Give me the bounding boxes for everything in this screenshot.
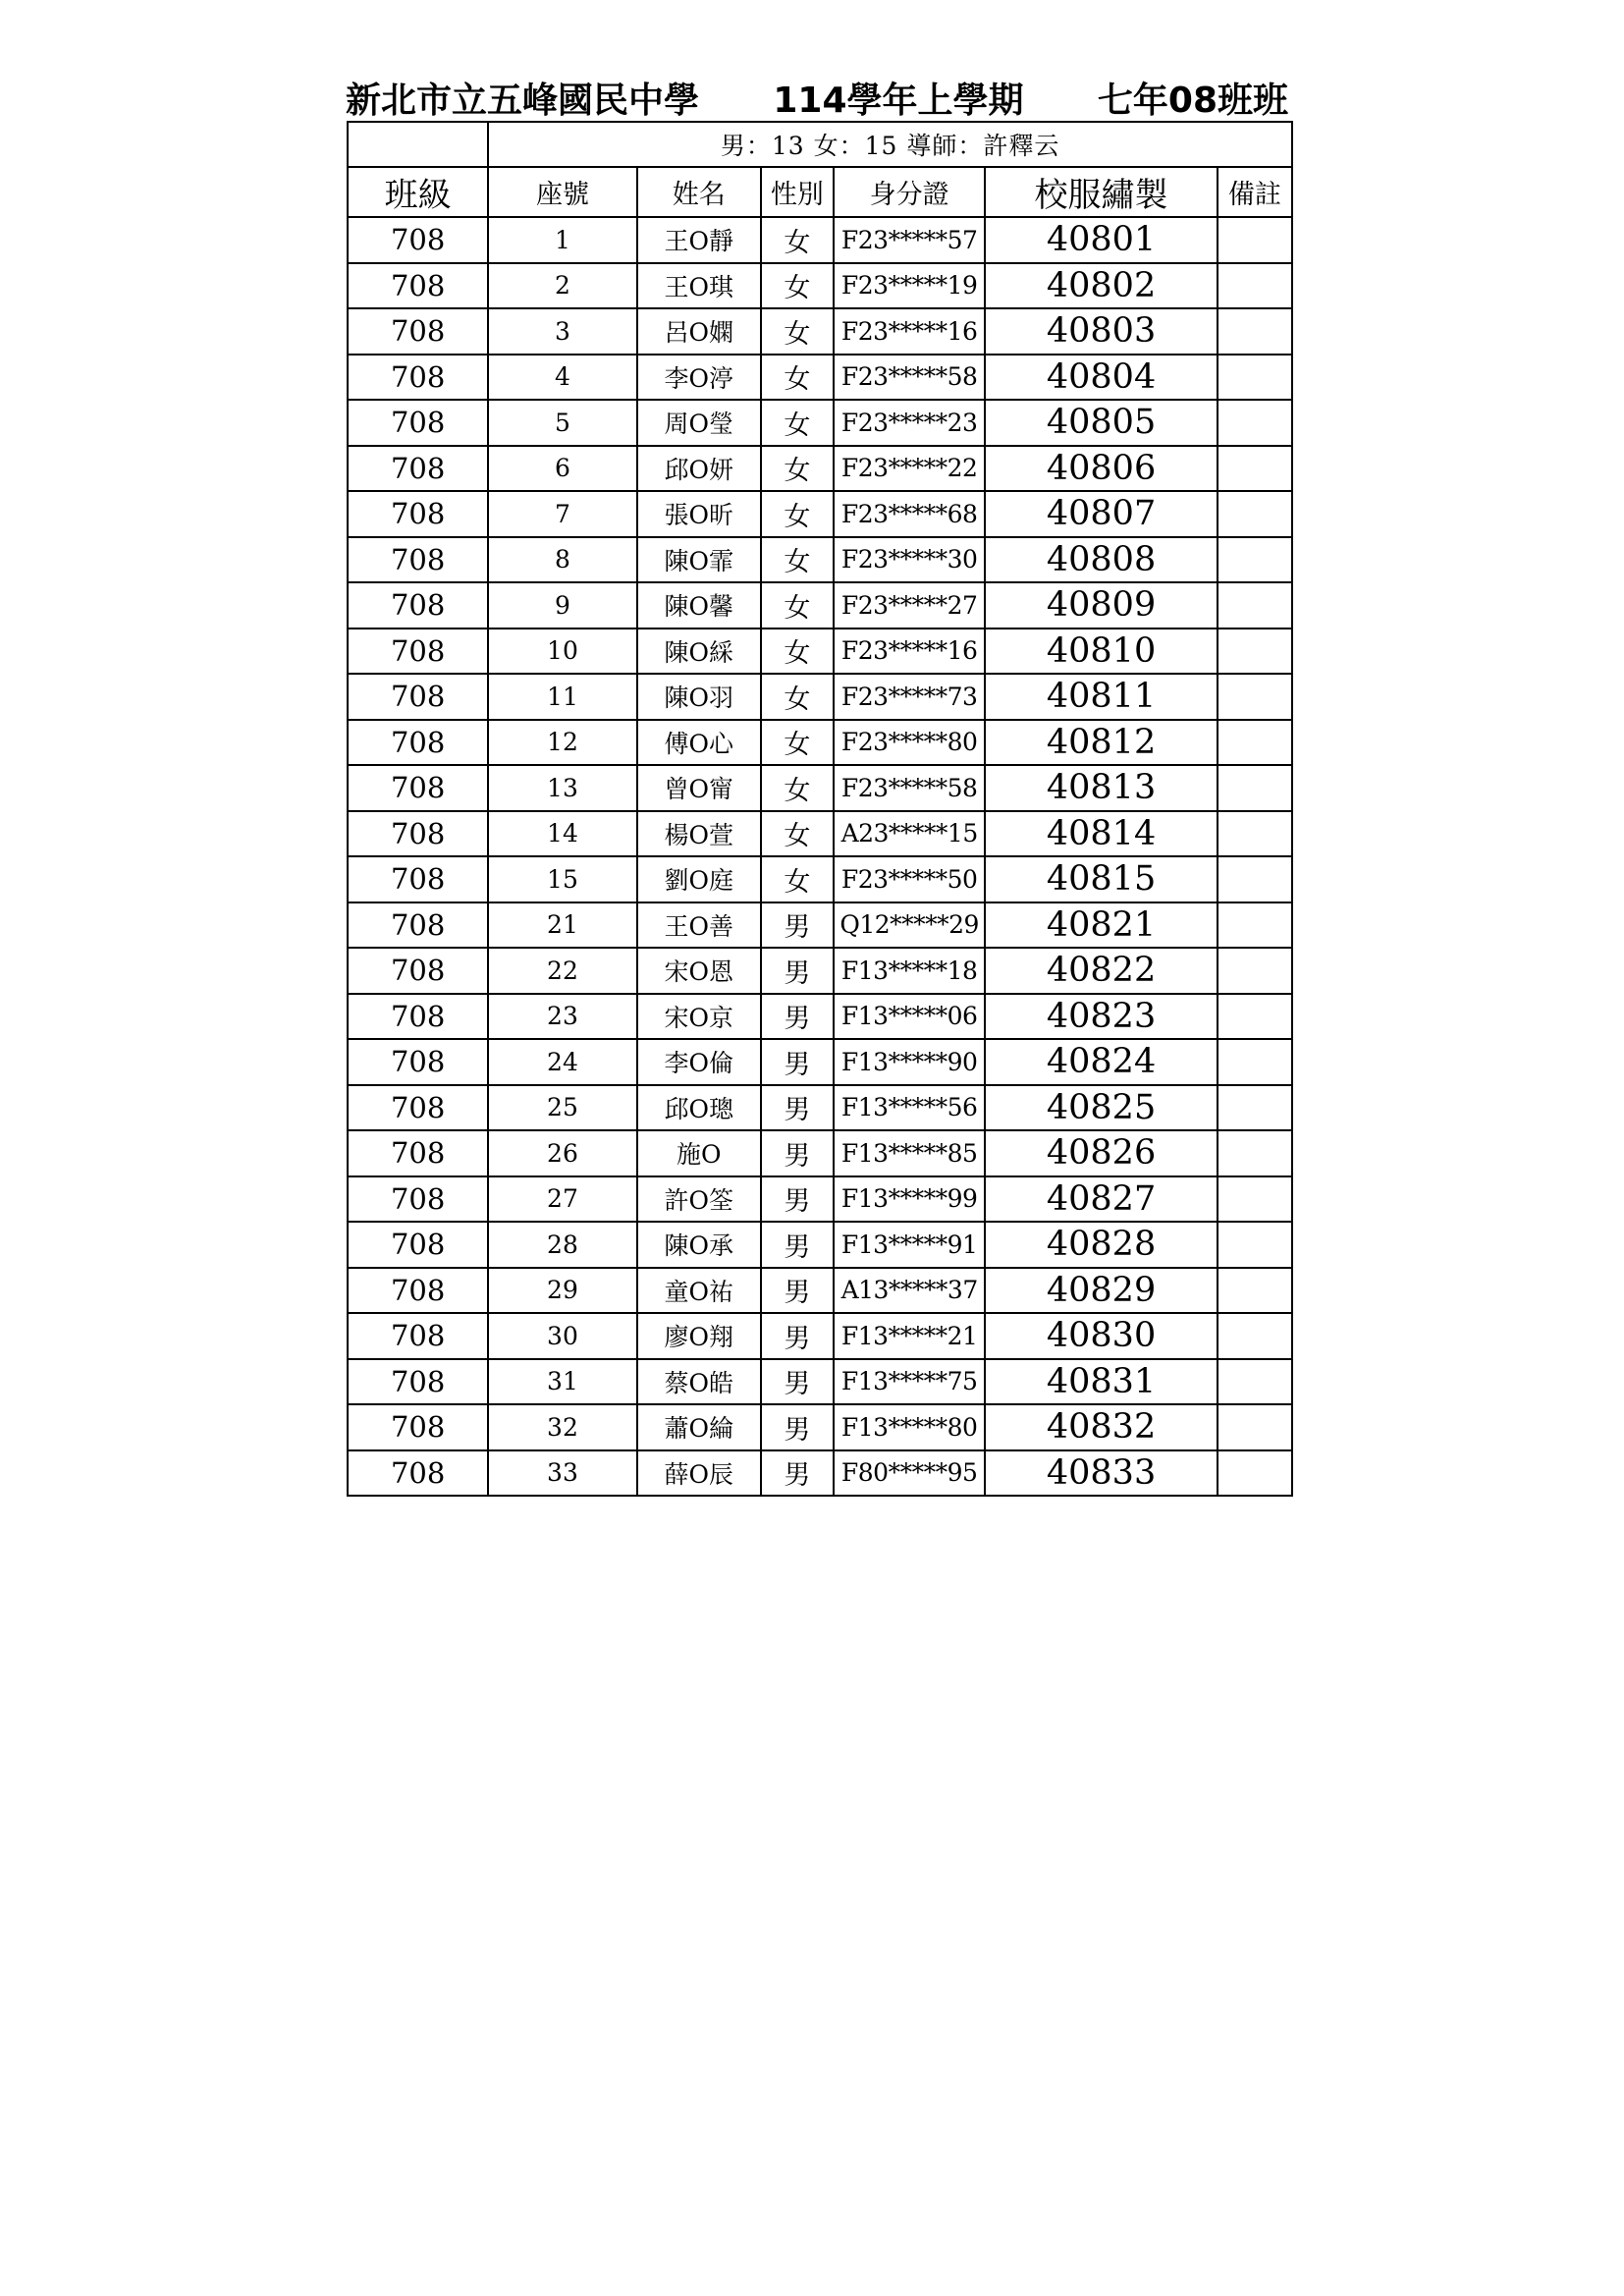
cell-gender: 男 bbox=[761, 1404, 834, 1450]
cell-seat: 1 bbox=[488, 217, 636, 263]
cell-note bbox=[1218, 217, 1292, 263]
title-term: 114學年上學期 bbox=[773, 80, 1024, 121]
cell-note bbox=[1218, 765, 1292, 811]
cell-id: F23*****22 bbox=[834, 446, 985, 492]
cell-gender: 女 bbox=[761, 856, 834, 902]
cell-name: 陳O承 bbox=[637, 1222, 761, 1268]
cell-name: 李O倫 bbox=[637, 1039, 761, 1085]
cell-code: 40803 bbox=[985, 308, 1217, 355]
cell-code: 40832 bbox=[985, 1404, 1217, 1450]
table-row bbox=[348, 1085, 1292, 1131]
cell-seat: 8 bbox=[488, 537, 636, 583]
cell-name: 陳O馨 bbox=[637, 582, 761, 629]
cell-name: 王O靜 bbox=[637, 217, 761, 263]
cell-id: F23*****58 bbox=[834, 765, 985, 811]
cell-gender: 女 bbox=[761, 355, 834, 401]
cell-seat: 9 bbox=[488, 582, 636, 629]
table-row bbox=[348, 765, 1292, 811]
cell-note bbox=[1218, 491, 1292, 537]
cell-class: 708 bbox=[348, 1176, 488, 1223]
cell-seat: 13 bbox=[488, 765, 636, 811]
cell-seat: 26 bbox=[488, 1130, 636, 1176]
roster-table bbox=[347, 121, 1293, 1497]
cell-name: 曾O甯 bbox=[637, 765, 761, 811]
cell-class: 708 bbox=[348, 1313, 488, 1359]
cell-gender: 男 bbox=[761, 1222, 834, 1268]
cell-seat: 21 bbox=[488, 902, 636, 949]
cell-seat: 29 bbox=[488, 1268, 636, 1314]
cell-gender: 女 bbox=[761, 263, 834, 309]
cell-note bbox=[1218, 355, 1292, 401]
cell-code: 40807 bbox=[985, 491, 1217, 537]
cell-class: 708 bbox=[348, 1268, 488, 1314]
cell-class: 708 bbox=[348, 355, 488, 401]
cell-gender: 男 bbox=[761, 1085, 834, 1131]
cell-id: Q12*****29 bbox=[834, 902, 985, 949]
cell-gender: 男 bbox=[761, 1359, 834, 1405]
cell-name: 廖O翔 bbox=[637, 1313, 761, 1359]
cell-seat: 10 bbox=[488, 629, 636, 675]
cell-seat: 33 bbox=[488, 1450, 636, 1497]
header-gender: 性別 bbox=[761, 167, 834, 217]
cell-note bbox=[1218, 263, 1292, 309]
cell-gender: 女 bbox=[761, 217, 834, 263]
cell-name: 宋O恩 bbox=[637, 948, 761, 994]
cell-class: 708 bbox=[348, 629, 488, 675]
cell-class: 708 bbox=[348, 1222, 488, 1268]
table-row bbox=[348, 400, 1292, 446]
cell-class: 708 bbox=[348, 1359, 488, 1405]
cell-seat: 6 bbox=[488, 446, 636, 492]
cell-gender: 女 bbox=[761, 720, 834, 766]
cell-code: 40811 bbox=[985, 674, 1217, 720]
cell-class: 708 bbox=[348, 856, 488, 902]
cell-name: 呂O嫻 bbox=[637, 308, 761, 355]
cell-code: 40827 bbox=[985, 1176, 1217, 1223]
cell-class: 708 bbox=[348, 1085, 488, 1131]
cell-class: 708 bbox=[348, 400, 488, 446]
cell-seat: 7 bbox=[488, 491, 636, 537]
page-title bbox=[346, 75, 1288, 120]
cell-name: 陳O羽 bbox=[637, 674, 761, 720]
table-row bbox=[348, 1359, 1292, 1405]
cell-id: F23*****27 bbox=[834, 582, 985, 629]
table-row bbox=[348, 1222, 1292, 1268]
cell-note bbox=[1218, 1450, 1292, 1497]
table-row bbox=[348, 948, 1292, 994]
cell-name: 劉O庭 bbox=[637, 856, 761, 902]
cell-name: 蕭O綸 bbox=[637, 1404, 761, 1450]
table-row bbox=[348, 1404, 1292, 1450]
cell-id: F13*****90 bbox=[834, 1039, 985, 1085]
cell-class: 708 bbox=[348, 720, 488, 766]
table-row bbox=[348, 629, 1292, 675]
cell-id: F13*****80 bbox=[834, 1404, 985, 1450]
cell-class: 708 bbox=[348, 765, 488, 811]
cell-id: F23*****80 bbox=[834, 720, 985, 766]
title-school: 新北市立五峰國民中學 bbox=[346, 80, 700, 121]
table-row bbox=[348, 720, 1292, 766]
cell-note bbox=[1218, 856, 1292, 902]
cell-name: 童O祐 bbox=[637, 1268, 761, 1314]
cell-note bbox=[1218, 811, 1292, 857]
cell-class: 708 bbox=[348, 582, 488, 629]
cell-note bbox=[1218, 1222, 1292, 1268]
table-row bbox=[348, 308, 1292, 355]
title-class: 七年08班班 bbox=[1097, 80, 1288, 121]
cell-note bbox=[1218, 582, 1292, 629]
cell-id: F23*****73 bbox=[834, 674, 985, 720]
table-row bbox=[348, 856, 1292, 902]
table-row bbox=[348, 1268, 1292, 1314]
table-row bbox=[348, 217, 1292, 263]
cell-code: 40804 bbox=[985, 355, 1217, 401]
cell-code: 40830 bbox=[985, 1313, 1217, 1359]
table-row bbox=[348, 446, 1292, 492]
cell-id: F13*****91 bbox=[834, 1222, 985, 1268]
cell-code: 40821 bbox=[985, 902, 1217, 949]
cell-seat: 3 bbox=[488, 308, 636, 355]
cell-id: F13*****56 bbox=[834, 1085, 985, 1131]
cell-seat: 4 bbox=[488, 355, 636, 401]
cell-note bbox=[1218, 674, 1292, 720]
cell-id: F23*****16 bbox=[834, 629, 985, 675]
header-seat: 座號 bbox=[488, 167, 636, 217]
cell-class: 708 bbox=[348, 1130, 488, 1176]
cell-note bbox=[1218, 720, 1292, 766]
cell-name: 蔡O皓 bbox=[637, 1359, 761, 1405]
cell-id: A23*****15 bbox=[834, 811, 985, 857]
cell-class: 708 bbox=[348, 811, 488, 857]
cell-seat: 15 bbox=[488, 856, 636, 902]
cell-seat: 31 bbox=[488, 1359, 636, 1405]
cell-class: 708 bbox=[348, 1039, 488, 1085]
cell-seat: 32 bbox=[488, 1404, 636, 1450]
cell-id: F23*****30 bbox=[834, 537, 985, 583]
cell-code: 40805 bbox=[985, 400, 1217, 446]
cell-name: 施O bbox=[637, 1130, 761, 1176]
table-row bbox=[348, 1130, 1292, 1176]
cell-class: 708 bbox=[348, 217, 488, 263]
cell-code: 40815 bbox=[985, 856, 1217, 902]
cell-name: 宋O京 bbox=[637, 994, 761, 1040]
cell-name: 李O渟 bbox=[637, 355, 761, 401]
cell-code: 40826 bbox=[985, 1130, 1217, 1176]
table-row bbox=[348, 1039, 1292, 1085]
cell-code: 40801 bbox=[985, 217, 1217, 263]
cell-gender: 男 bbox=[761, 902, 834, 949]
cell-note bbox=[1218, 1085, 1292, 1131]
cell-name: 陳O霏 bbox=[637, 537, 761, 583]
cell-code: 40823 bbox=[985, 994, 1217, 1040]
cell-note bbox=[1218, 1039, 1292, 1085]
cell-seat: 11 bbox=[488, 674, 636, 720]
cell-gender: 男 bbox=[761, 948, 834, 994]
cell-seat: 22 bbox=[488, 948, 636, 994]
cell-note bbox=[1218, 1404, 1292, 1450]
cell-code: 40828 bbox=[985, 1222, 1217, 1268]
cell-gender: 男 bbox=[761, 1176, 834, 1223]
cell-id: F13*****99 bbox=[834, 1176, 985, 1223]
cell-class: 708 bbox=[348, 491, 488, 537]
cell-note bbox=[1218, 1268, 1292, 1314]
cell-note bbox=[1218, 948, 1292, 994]
cell-code: 40806 bbox=[985, 446, 1217, 492]
header-name: 姓名 bbox=[637, 167, 761, 217]
table-row bbox=[348, 811, 1292, 857]
table-row bbox=[348, 902, 1292, 949]
cell-seat: 27 bbox=[488, 1176, 636, 1223]
header-row bbox=[348, 167, 1292, 217]
table-row bbox=[348, 1176, 1292, 1223]
cell-id: F13*****21 bbox=[834, 1313, 985, 1359]
cell-note bbox=[1218, 1176, 1292, 1223]
cell-class: 708 bbox=[348, 308, 488, 355]
table-row bbox=[348, 674, 1292, 720]
cell-gender: 男 bbox=[761, 1268, 834, 1314]
cell-code: 40814 bbox=[985, 811, 1217, 857]
cell-class: 708 bbox=[348, 994, 488, 1040]
cell-seat: 14 bbox=[488, 811, 636, 857]
cell-gender: 女 bbox=[761, 811, 834, 857]
cell-name: 王O善 bbox=[637, 902, 761, 949]
cell-class: 708 bbox=[348, 948, 488, 994]
cell-code: 40802 bbox=[985, 263, 1217, 309]
header-class: 班級 bbox=[348, 167, 488, 217]
cell-gender: 女 bbox=[761, 629, 834, 675]
cell-code: 40824 bbox=[985, 1039, 1217, 1085]
cell-seat: 25 bbox=[488, 1085, 636, 1131]
cell-class: 708 bbox=[348, 446, 488, 492]
cell-id: F13*****85 bbox=[834, 1130, 985, 1176]
cell-name: 許O筌 bbox=[637, 1176, 761, 1223]
cell-gender: 女 bbox=[761, 308, 834, 355]
cell-id: F23*****50 bbox=[834, 856, 985, 902]
table-row bbox=[348, 994, 1292, 1040]
cell-code: 40822 bbox=[985, 948, 1217, 994]
cell-id: F23*****16 bbox=[834, 308, 985, 355]
cell-name: 楊O萱 bbox=[637, 811, 761, 857]
table-row bbox=[348, 582, 1292, 629]
cell-code: 40825 bbox=[985, 1085, 1217, 1131]
cell-class: 708 bbox=[348, 902, 488, 949]
cell-name: 周O瑩 bbox=[637, 400, 761, 446]
summary-row bbox=[348, 122, 1292, 167]
table-row bbox=[348, 491, 1292, 537]
cell-id: F23*****68 bbox=[834, 491, 985, 537]
cell-gender: 女 bbox=[761, 537, 834, 583]
cell-note bbox=[1218, 1313, 1292, 1359]
cell-code: 40833 bbox=[985, 1450, 1217, 1497]
cell-id: F23*****19 bbox=[834, 263, 985, 309]
cell-name: 張O昕 bbox=[637, 491, 761, 537]
cell-name: 傅O心 bbox=[637, 720, 761, 766]
cell-seat: 24 bbox=[488, 1039, 636, 1085]
summary-blank-cell bbox=[348, 122, 488, 167]
cell-gender: 男 bbox=[761, 1450, 834, 1497]
cell-name: 邱O妍 bbox=[637, 446, 761, 492]
cell-code: 40808 bbox=[985, 537, 1217, 583]
cell-note bbox=[1218, 1130, 1292, 1176]
cell-note bbox=[1218, 1359, 1292, 1405]
cell-id: F23*****23 bbox=[834, 400, 985, 446]
cell-code: 40812 bbox=[985, 720, 1217, 766]
cell-code: 40813 bbox=[985, 765, 1217, 811]
cell-seat: 12 bbox=[488, 720, 636, 766]
cell-name: 薛O辰 bbox=[637, 1450, 761, 1497]
cell-seat: 2 bbox=[488, 263, 636, 309]
table-row bbox=[348, 537, 1292, 583]
table-row bbox=[348, 263, 1292, 309]
cell-name: 陳O綵 bbox=[637, 629, 761, 675]
cell-gender: 男 bbox=[761, 1039, 834, 1085]
cell-note bbox=[1218, 400, 1292, 446]
cell-gender: 男 bbox=[761, 1313, 834, 1359]
cell-id: F23*****57 bbox=[834, 217, 985, 263]
cell-gender: 女 bbox=[761, 491, 834, 537]
header-code: 校服繡製 bbox=[985, 167, 1217, 217]
cell-name: 邱O璁 bbox=[637, 1085, 761, 1131]
cell-code: 40810 bbox=[985, 629, 1217, 675]
cell-id: A13*****37 bbox=[834, 1268, 985, 1314]
cell-name: 王O琪 bbox=[637, 263, 761, 309]
cell-seat: 5 bbox=[488, 400, 636, 446]
cell-note bbox=[1218, 994, 1292, 1040]
cell-gender: 女 bbox=[761, 674, 834, 720]
cell-class: 708 bbox=[348, 1450, 488, 1497]
cell-class: 708 bbox=[348, 537, 488, 583]
cell-note bbox=[1218, 537, 1292, 583]
cell-seat: 23 bbox=[488, 994, 636, 1040]
table-row bbox=[348, 1450, 1292, 1497]
cell-code: 40829 bbox=[985, 1268, 1217, 1314]
cell-gender: 女 bbox=[761, 765, 834, 811]
cell-class: 708 bbox=[348, 674, 488, 720]
cell-id: F23*****58 bbox=[834, 355, 985, 401]
cell-id: F13*****75 bbox=[834, 1359, 985, 1405]
summary-text: 男：13 女：15 導師：許釋云 bbox=[488, 122, 1292, 167]
cell-note bbox=[1218, 446, 1292, 492]
cell-note bbox=[1218, 629, 1292, 675]
cell-gender: 男 bbox=[761, 1130, 834, 1176]
cell-class: 708 bbox=[348, 1404, 488, 1450]
cell-note bbox=[1218, 308, 1292, 355]
cell-gender: 男 bbox=[761, 994, 834, 1040]
cell-seat: 28 bbox=[488, 1222, 636, 1268]
table-row bbox=[348, 355, 1292, 401]
cell-id: F13*****06 bbox=[834, 994, 985, 1040]
cell-gender: 女 bbox=[761, 582, 834, 629]
cell-code: 40831 bbox=[985, 1359, 1217, 1405]
cell-seat: 30 bbox=[488, 1313, 636, 1359]
header-note: 備註 bbox=[1218, 167, 1292, 217]
cell-gender: 女 bbox=[761, 446, 834, 492]
cell-id: F80*****95 bbox=[834, 1450, 985, 1497]
cell-code: 40809 bbox=[985, 582, 1217, 629]
header-id: 身分證 bbox=[834, 167, 985, 217]
cell-id: F13*****18 bbox=[834, 948, 985, 994]
cell-note bbox=[1218, 902, 1292, 949]
cell-class: 708 bbox=[348, 263, 488, 309]
table-row bbox=[348, 1313, 1292, 1359]
cell-gender: 女 bbox=[761, 400, 834, 446]
